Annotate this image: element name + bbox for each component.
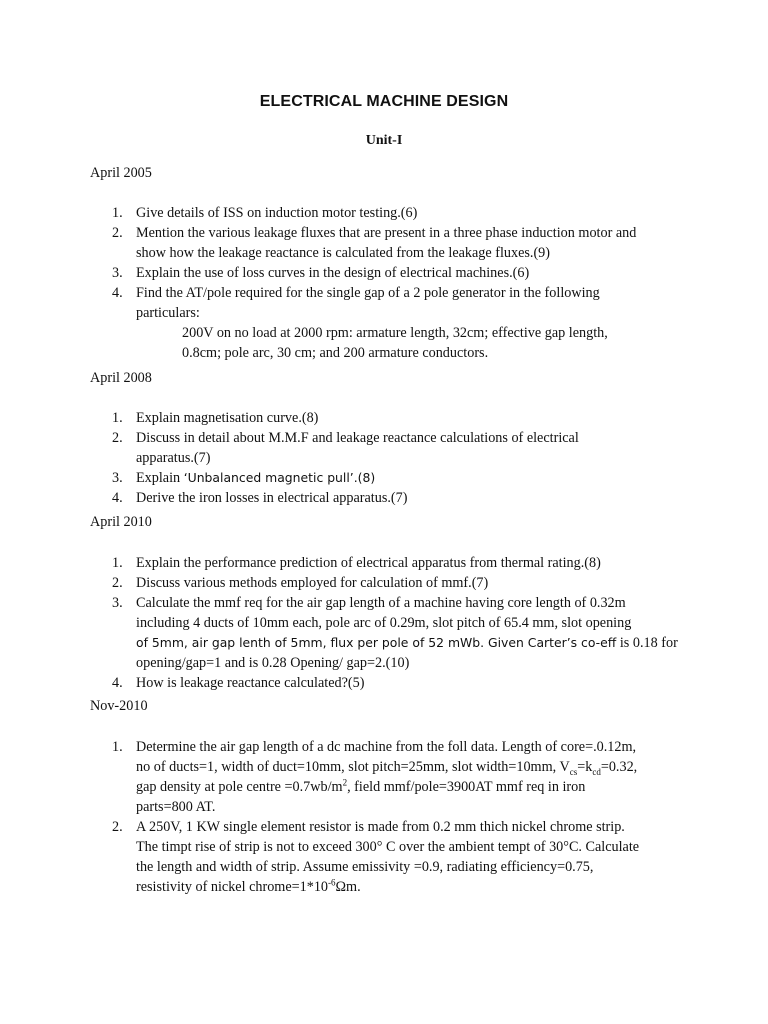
question-item: 4. Derive the iron losses in electrical apparatus.(7) [112, 490, 408, 506]
question-list [90, 553, 690, 693]
question-item: 2. Discuss in detail about M.M.F and leakage reactance calculations of electrical apparatus.(7) [112, 430, 579, 466]
document-title: ELECTRICAL MACHINE DESIGN [259, 93, 509, 110]
question-item: 1. Explain the performance prediction of electrical apparatus from thermal rating.(8) [112, 555, 601, 571]
question-item: 4. How is leakage reactance calculated?(5) [112, 675, 365, 691]
question-list [90, 203, 690, 363]
question-item: 3. Calculate the mmf req for the air gap length of a machine having core length of 0.32m including 4 ducts of 10mm each, pole arc of 0.29m, slot pitch of 65.4 mm, slot opening of 5mm, air gap lenth of 5mm, flux per pole of 52 mWb. Given Carter’s co-eff is 0.18 for opening/gap=1 and is 0.28 Opening/ gap=2.(10) [112, 595, 678, 671]
question-item: 2. A 250V, 1 KW single element resistor is made from 0.2 mm thich nickel chrome strip. The timpt rise of strip is not to exceed 300° C over the ambient tempt of 30°C. Calculate the length and width of strip. Assume emissivity =0.9, radiating efficiency=0.75, resistivity of nickel $chrome=1*10^{-6}\Omega m$. [112, 819, 640, 895]
question-item: 2. Discuss various methods employed for calculation of mmf.(7) [112, 575, 489, 591]
question-item: 3. Explain ‘Unbalanced magnetic pull’.(8) [112, 470, 376, 486]
question-item: 1. Determine the air gap length of a dc machine from the foll data. Length of core=.0.12m, no of ducts=1, width of duct=10mm, slot pitch=25mm, slot width=10mm, $V_{cs}=k_{cd}=0.32$, gap density at pole centre $=0.7wb/m^2$, field mmf/pole=3900AT mmf req in iron parts=800 AT. [112, 739, 638, 815]
section-april-2010 [90, 512, 690, 693]
section-april-2008 [90, 368, 690, 508]
question-list [90, 737, 690, 897]
section-heading: April 2008 [90, 370, 152, 386]
section-heading: April 2005 [90, 165, 152, 181]
question-item: 1. Explain magnetisation curve.(8) [112, 410, 319, 426]
question-list [90, 408, 690, 508]
question-item: 2. Mention the various leakage fluxes that are present in a three phase induction motor and show how the leakage reactance is calculated from the leakage fluxes.(9) [112, 225, 637, 261]
section-nov-2010 [90, 696, 690, 897]
section-heading: April 2010 [90, 514, 152, 530]
question-item: 3. Explain the use of loss curves in the design of electrical machines.(6) [112, 265, 530, 281]
question-item: 1. Give details of ISS on induction motor testing.(6) [112, 205, 418, 221]
unit-heading: Unit-I [365, 133, 403, 148]
section-heading: Nov-2010 [90, 698, 148, 714]
question-item: 4. Find the AT/pole required for the single gap of a 2 pole generator in the following particulars: 200V on no load at 2000 rpm: armature length, 32cm; effective gap length, 0.8cm; pole arc, 30 cm; and 200 armature conductors. [112, 285, 608, 361]
section-april-2005 [90, 163, 690, 363]
